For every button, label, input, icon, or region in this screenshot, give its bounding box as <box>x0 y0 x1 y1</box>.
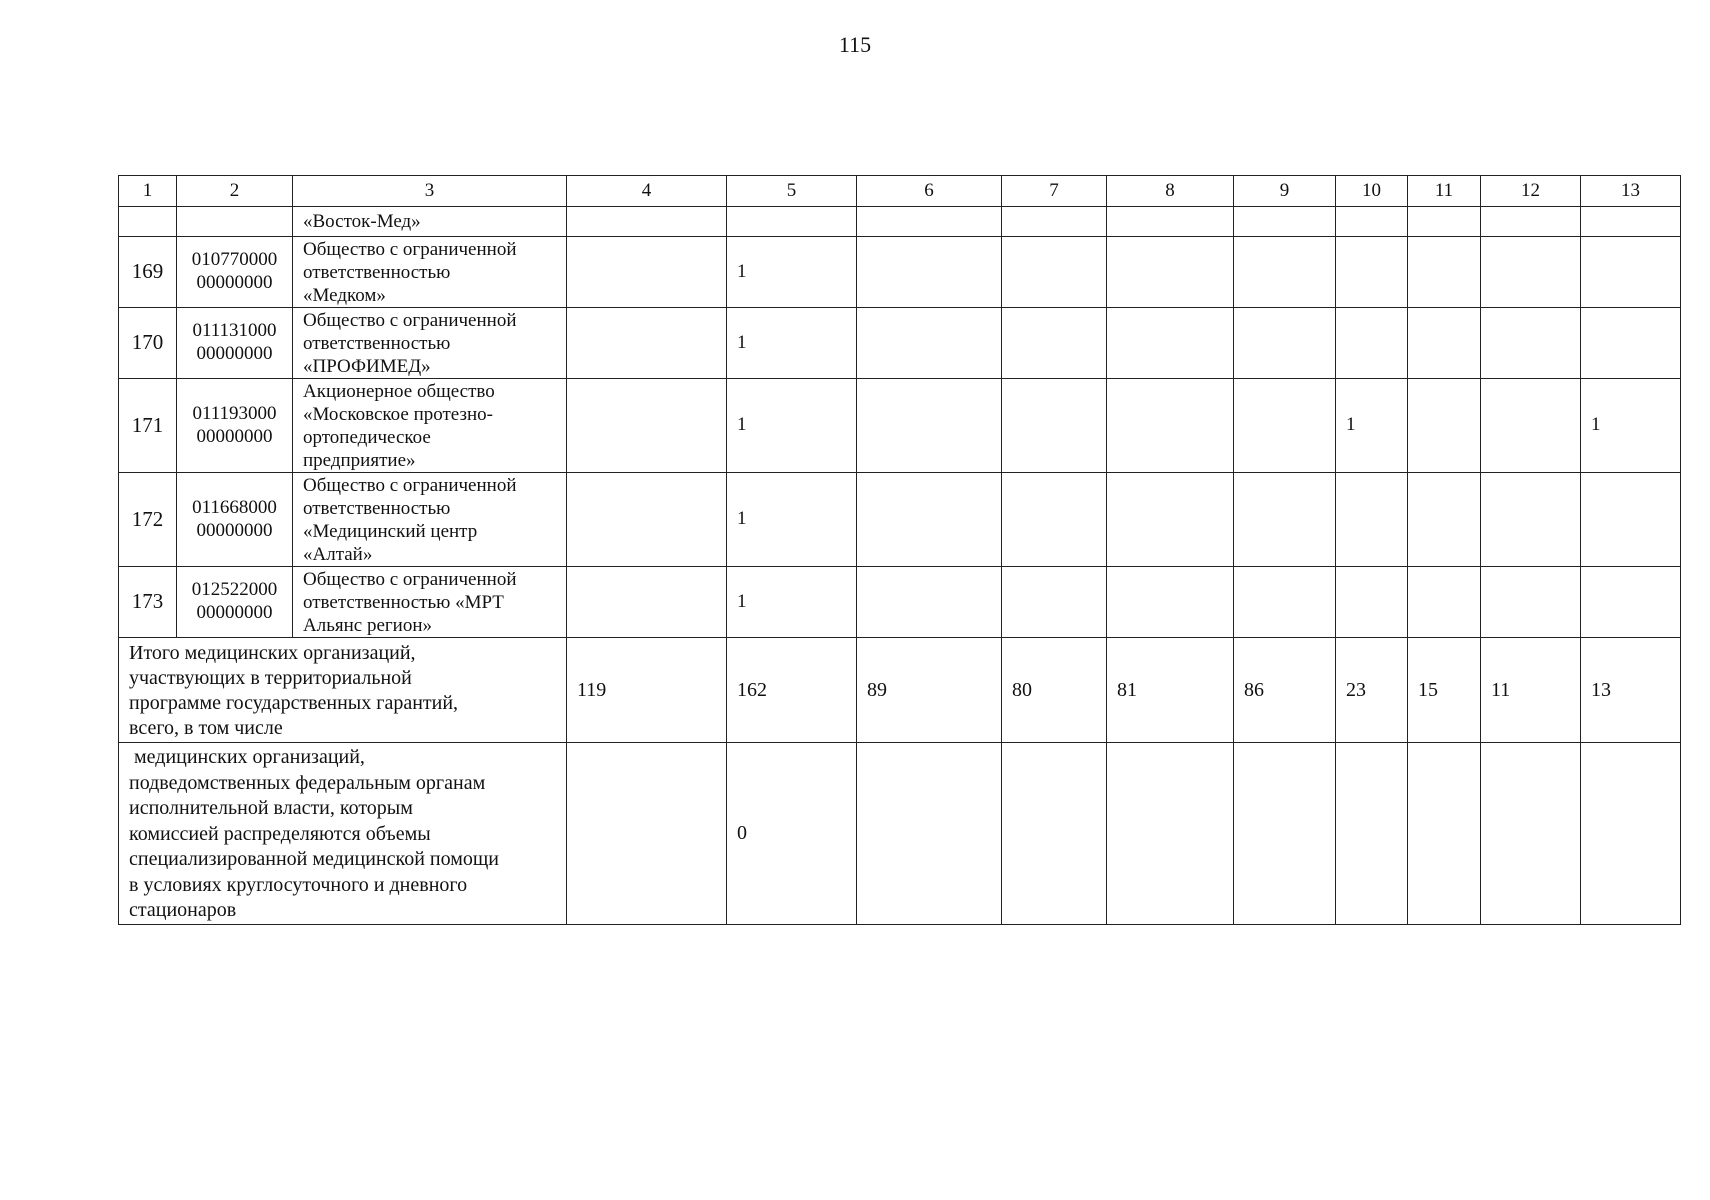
cell-value <box>1581 237 1681 308</box>
subtotal-label: медицинских организаций, подведомственных федеральным органам исполнительной власти, которым комиссией распределяются объемы специализированной медицинской помощи в условиях круглосуточного и дневного стационаров <box>119 743 567 925</box>
row-number: 170 <box>119 308 177 379</box>
header-cell: 1 <box>119 176 177 207</box>
header-cell: 4 <box>567 176 727 207</box>
header-cell: 13 <box>1581 176 1681 207</box>
total-value: 80 <box>1002 638 1107 743</box>
table-row <box>119 308 1681 379</box>
total-value: 119 <box>567 638 727 743</box>
cell-value <box>1336 567 1408 638</box>
org-code: 011668000 00000000 <box>177 473 293 567</box>
org-rows <box>119 237 1681 638</box>
total-value: 89 <box>857 638 1002 743</box>
org-name: Общество с ограниченной ответственностью «Медком» <box>293 237 567 308</box>
org-code: 012522000 00000000 <box>177 567 293 638</box>
header-cell: 2 <box>177 176 293 207</box>
cell-value <box>1581 473 1681 567</box>
cell-value: 1 <box>727 237 857 308</box>
row-number: 173 <box>119 567 177 638</box>
org-name: Общество с ограниченной ответственностью «ПРОФИМЕД» <box>293 308 567 379</box>
total-value: 23 <box>1336 638 1408 743</box>
cell-value <box>1581 567 1681 638</box>
row-number: 172 <box>119 473 177 567</box>
cell-value <box>1336 473 1408 567</box>
header-cell: 7 <box>1002 176 1107 207</box>
cell-value <box>1336 308 1408 379</box>
header-cell: 9 <box>1234 176 1336 207</box>
cell-value <box>1581 308 1681 379</box>
table-row <box>119 567 1681 638</box>
cell-value <box>1336 237 1408 308</box>
subtotal-value: 0 <box>727 743 857 925</box>
table-row <box>119 379 1681 473</box>
row-number: 169 <box>119 237 177 308</box>
total-value: 15 <box>1408 638 1481 743</box>
total-value: 81 <box>1107 638 1234 743</box>
org-code: 010770000 00000000 <box>177 237 293 308</box>
organizations-table <box>118 175 1681 925</box>
total-value: 11 <box>1481 638 1581 743</box>
cell-value: 1 <box>1336 379 1408 473</box>
header-cell: 5 <box>727 176 857 207</box>
org-name: Общество с ограниченной ответственностью «Медицинский центр «Алтай» <box>293 473 567 567</box>
header-cell: 8 <box>1107 176 1234 207</box>
org-name: «Восток-Мед» <box>293 207 567 237</box>
total-value: 13 <box>1581 638 1681 743</box>
cell-value: 1 <box>727 473 857 567</box>
org-code: 011131000 00000000 <box>177 308 293 379</box>
total-label: Итого медицинских организаций, участвующих в территориальной программе государственных гарантий, всего, в том числе <box>119 638 567 743</box>
cell-value: 1 <box>727 308 857 379</box>
org-code: 011193000 00000000 <box>177 379 293 473</box>
row-number: 171 <box>119 379 177 473</box>
continuation-row <box>119 207 1681 237</box>
total-row <box>119 638 1681 743</box>
header-cell: 12 <box>1481 176 1581 207</box>
total-value: 162 <box>727 638 857 743</box>
header-cell: 10 <box>1336 176 1408 207</box>
page-number: 115 <box>838 32 872 57</box>
header-row <box>119 176 1681 207</box>
header-cell: 3 <box>293 176 567 207</box>
org-name: Акционерное общество «Московское протезно- ортопедическое предприятие» <box>293 379 567 473</box>
table-row <box>119 473 1681 567</box>
total-value: 86 <box>1234 638 1336 743</box>
org-name: Общество с ограниченной ответственностью «МРТ Альянс регион» <box>293 567 567 638</box>
subtotal-row <box>119 743 1681 925</box>
cell-value: 1 <box>1581 379 1681 473</box>
header-cell: 6 <box>857 176 1002 207</box>
header-cell: 11 <box>1408 176 1481 207</box>
table-row <box>119 237 1681 308</box>
cell-value: 1 <box>727 379 857 473</box>
cell-value: 1 <box>727 567 857 638</box>
